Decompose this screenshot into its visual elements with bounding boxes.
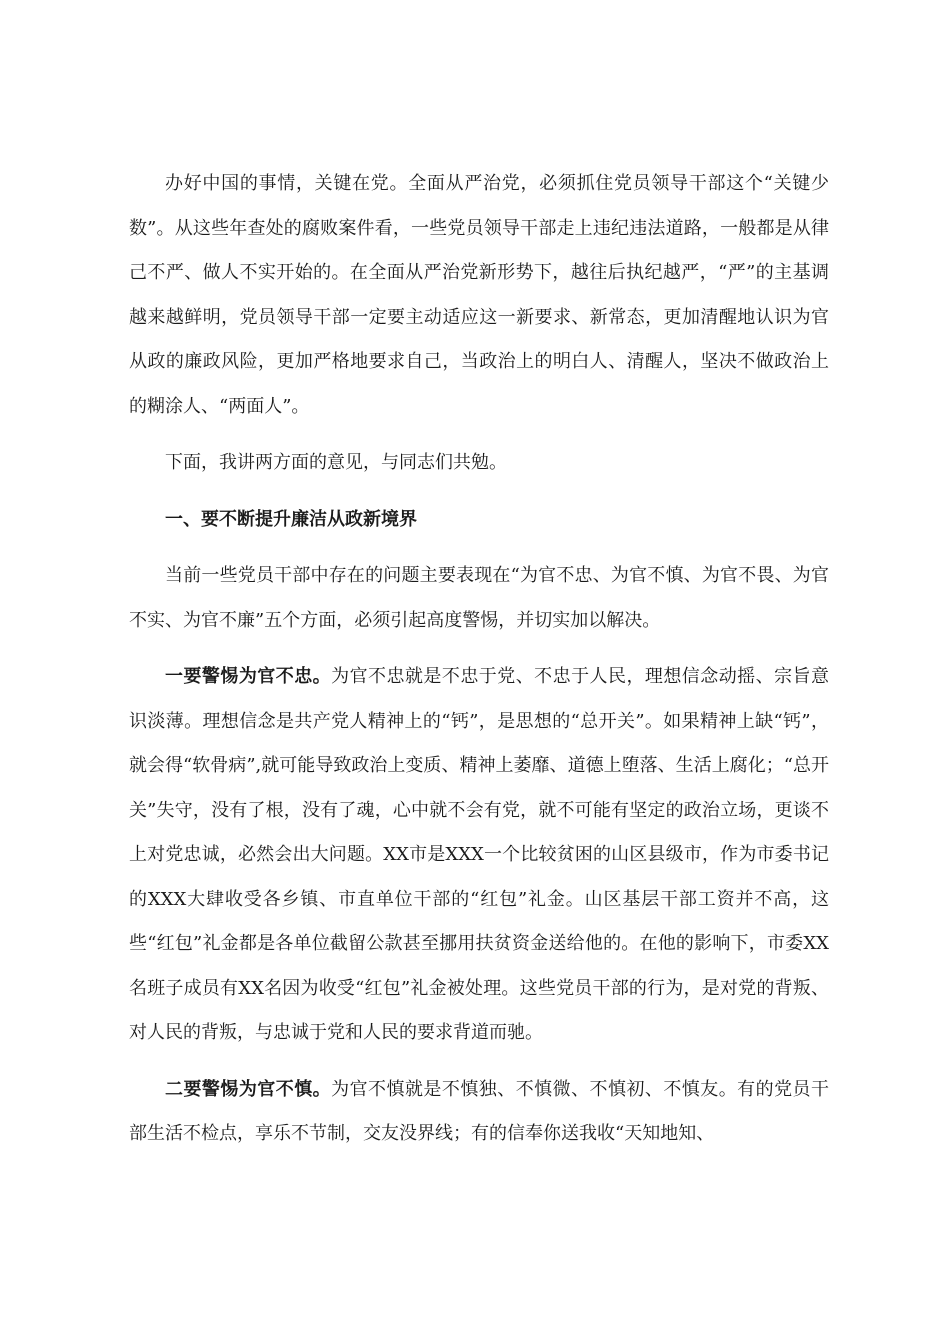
paragraph-problems: 当前一些党员干部中存在的问题主要表现在“为官不忠、为官不慎、为官不畏、为官不实、为官不廉”五个方面，必须引起高度警惕，并切实加以解决。 [129, 565, 829, 631]
point-1-lead: 一要警惕为官不忠。 [165, 666, 332, 687]
section-heading-1: 一、要不断提升廉洁从政新境界 [165, 508, 417, 530]
point-2-lead: 二要警惕为官不慎。 [165, 1078, 332, 1100]
document-body [129, 162, 829, 1169]
point-2-body: 为官不慎就是不慎独、不慎微、不慎初、不慎友。有的党员干部生活不检点，享乐不节制，交友没界线；有的信奉你送我收“天知地知、 [129, 1078, 830, 1144]
paragraph-intro: 办好中国的事情，关键在党。全面从严治党，必须抓住党员领导干部这个“关键少数”。从这些年查处的腐败案件看，一些党员领导干部走上违纪违法道路，一般都是从律己不严、做人不实开始的。在全面从严治党新形势下，越往后执纪越严，“严”的主基调越来越鲜明，党员领导干部一定要主动适应这一新要求、新常态，更加清醒地认识为官从政的廉政风险，更加严格地要求自己，当政治上的明白人、清醒人，坚决不做政治上的糊涂人、“两面人”。 [129, 173, 829, 417]
paragraph-transition: 下面，我讲两方面的意见，与同志们共勉。 [165, 452, 507, 473]
paragraph-point-1 [129, 655, 829, 1056]
point-1-body: 为官不忠就是不忠于党、不忠于人民，理想信念动摇、宗旨意识淡薄。理想信念是共产党人精神上的“钙”，是思想的“总开关”。如果精神上缺“钙”，就会得“软骨病”,就可能导致政治上变质、精神上萎靡、道德上堕落、生活上腐化；“总开关”失守，没有了根，没有了魂，心中就不会有党，就不可能有坚定的政治立场，更谈不上对党忠诚，必然会出大问题。XX市是XXX一个比较贫困的山区县级市，作为市委书记的XXX大肆收受各乡镇、市直单位干部的“红包”礼金。山区基层干部工资并不高，这些“红包”礼金都是各单位截留公款甚至挪用扶贫资金送给他的。在他的影响下，市委XX名班子成员有XX名因为收受“红包”礼金被处理。这些党员干部的行为，是对党的背叛、对人民的背叛，与忠诚于党和人民的要求背道而驰。 [129, 666, 830, 1043]
paragraph-point-2 [129, 1068, 829, 1157]
